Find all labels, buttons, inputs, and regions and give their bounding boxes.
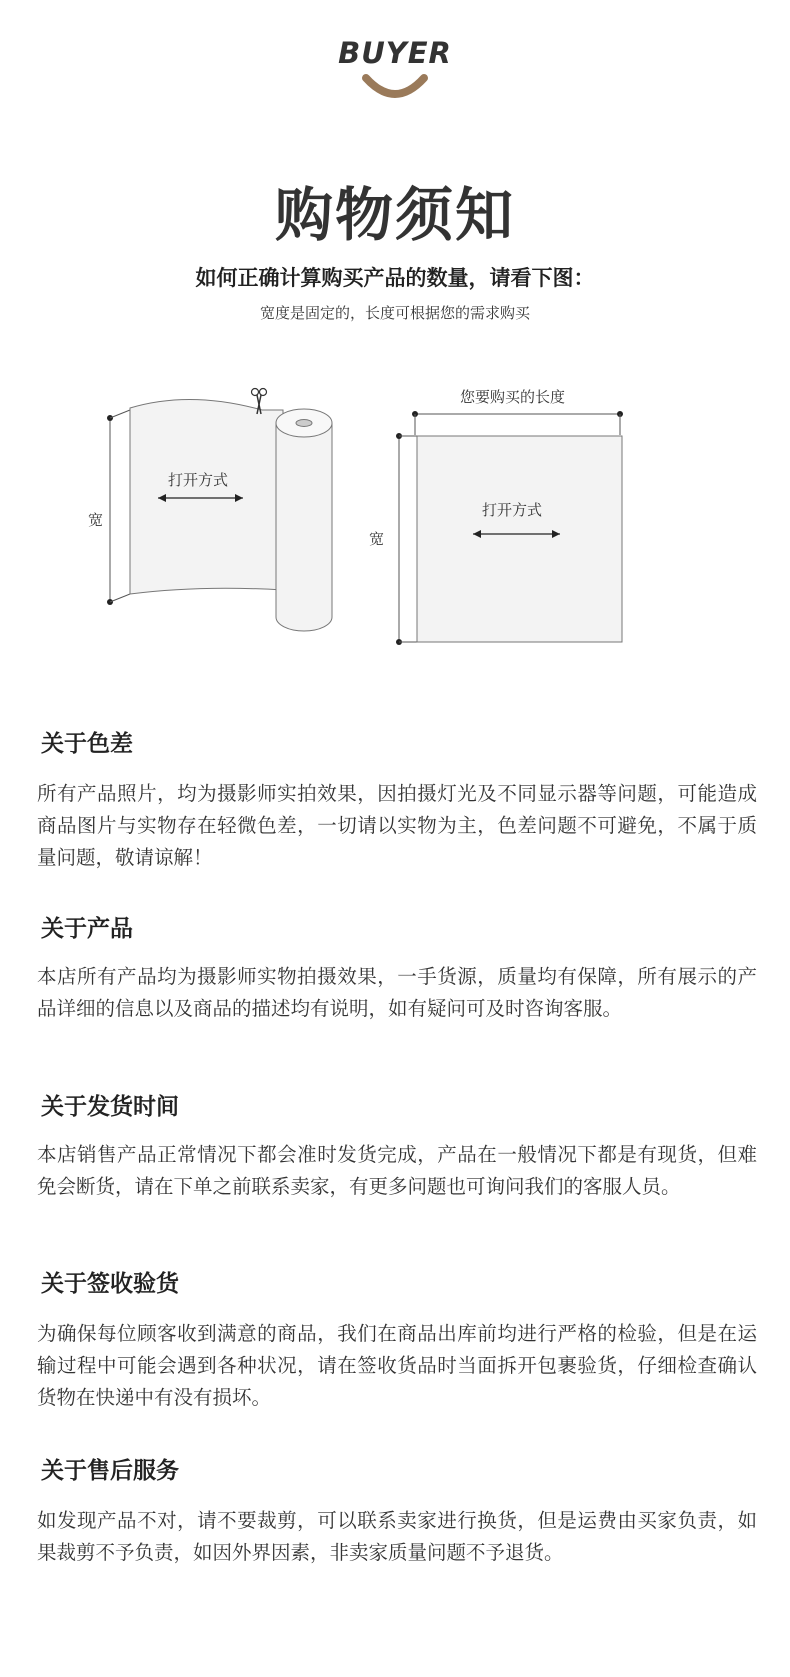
sheet-width-dimension: [396, 433, 417, 645]
section-product-title: 关于产品: [41, 916, 133, 942]
section-receipt-title: 关于签收验货: [41, 1271, 179, 1297]
smile-icon: [350, 72, 440, 102]
section-product-body: 本店所有产品均为摄影师实物拍摄效果，一手货源，质量均有保障，所有展示的产品详细的信息以及商品的描述均有说明，如有疑问可及时咨询客服。: [37, 965, 757, 1020]
section-shipping-title: 关于发货时间: [41, 1094, 179, 1120]
page-note: 宽度是固定的，长度可根据您的需求购买: [259, 304, 530, 322]
page-subtitle: 如何正确计算购买产品的数量，请看下图：: [195, 266, 595, 290]
roll-open-label: 打开方式: [168, 471, 229, 489]
sheet-length-label: 您要购买的长度: [460, 388, 566, 406]
section-aftersales-title: 关于售后服务: [41, 1458, 179, 1484]
roll-sheet: [130, 399, 283, 594]
roll-width-dimension: [107, 410, 130, 605]
section-aftersales-body: 如发现产品不对，请不要裁剪，可以联系卖家进行换货，但是运费由买家负责，如果裁剪不予负责，如因外界因素，非卖家质量问题不予退货。: [37, 1509, 757, 1564]
section-color-body: 所有产品照片，均为摄影师实拍效果，因拍摄灯光及不同显示器等问题，可能造成商品图片与实物存在轻微色差，一切请以实物为主，色差问题不可避免，不属于质量问题，敬请谅解！: [37, 782, 757, 869]
section-receipt-body: 为确保每位顾客收到满意的商品，我们在商品出库前均进行严格的检验，但是在运输过程中可能会遇到各种状况，请在签收货品时当面拆开包裹验货，仔细检查确认货物在快递中有没有损坏。: [37, 1322, 757, 1409]
section-shipping-body: 本店销售产品正常情况下都会准时发货完成，产品在一般情况下都是有现货，但难免会断货，请在下单之前联系卖家，有更多问题也可询问我们的客服人员。: [37, 1143, 757, 1198]
section-color-title: 关于色差: [41, 731, 133, 757]
roll-cylinder: [276, 409, 332, 631]
logo-text: BUYER: [338, 36, 452, 70]
sheet-rect: [417, 436, 622, 642]
measurement-diagram: [0, 380, 790, 660]
sheet-length-dimension: [412, 411, 623, 435]
page-title: 购物须知: [274, 181, 515, 249]
sheet-width-label: 宽: [369, 530, 385, 548]
roll-width-label: 宽: [88, 511, 104, 529]
sheet-open-label: 打开方式: [482, 501, 543, 519]
brand-logo: [0, 36, 790, 102]
